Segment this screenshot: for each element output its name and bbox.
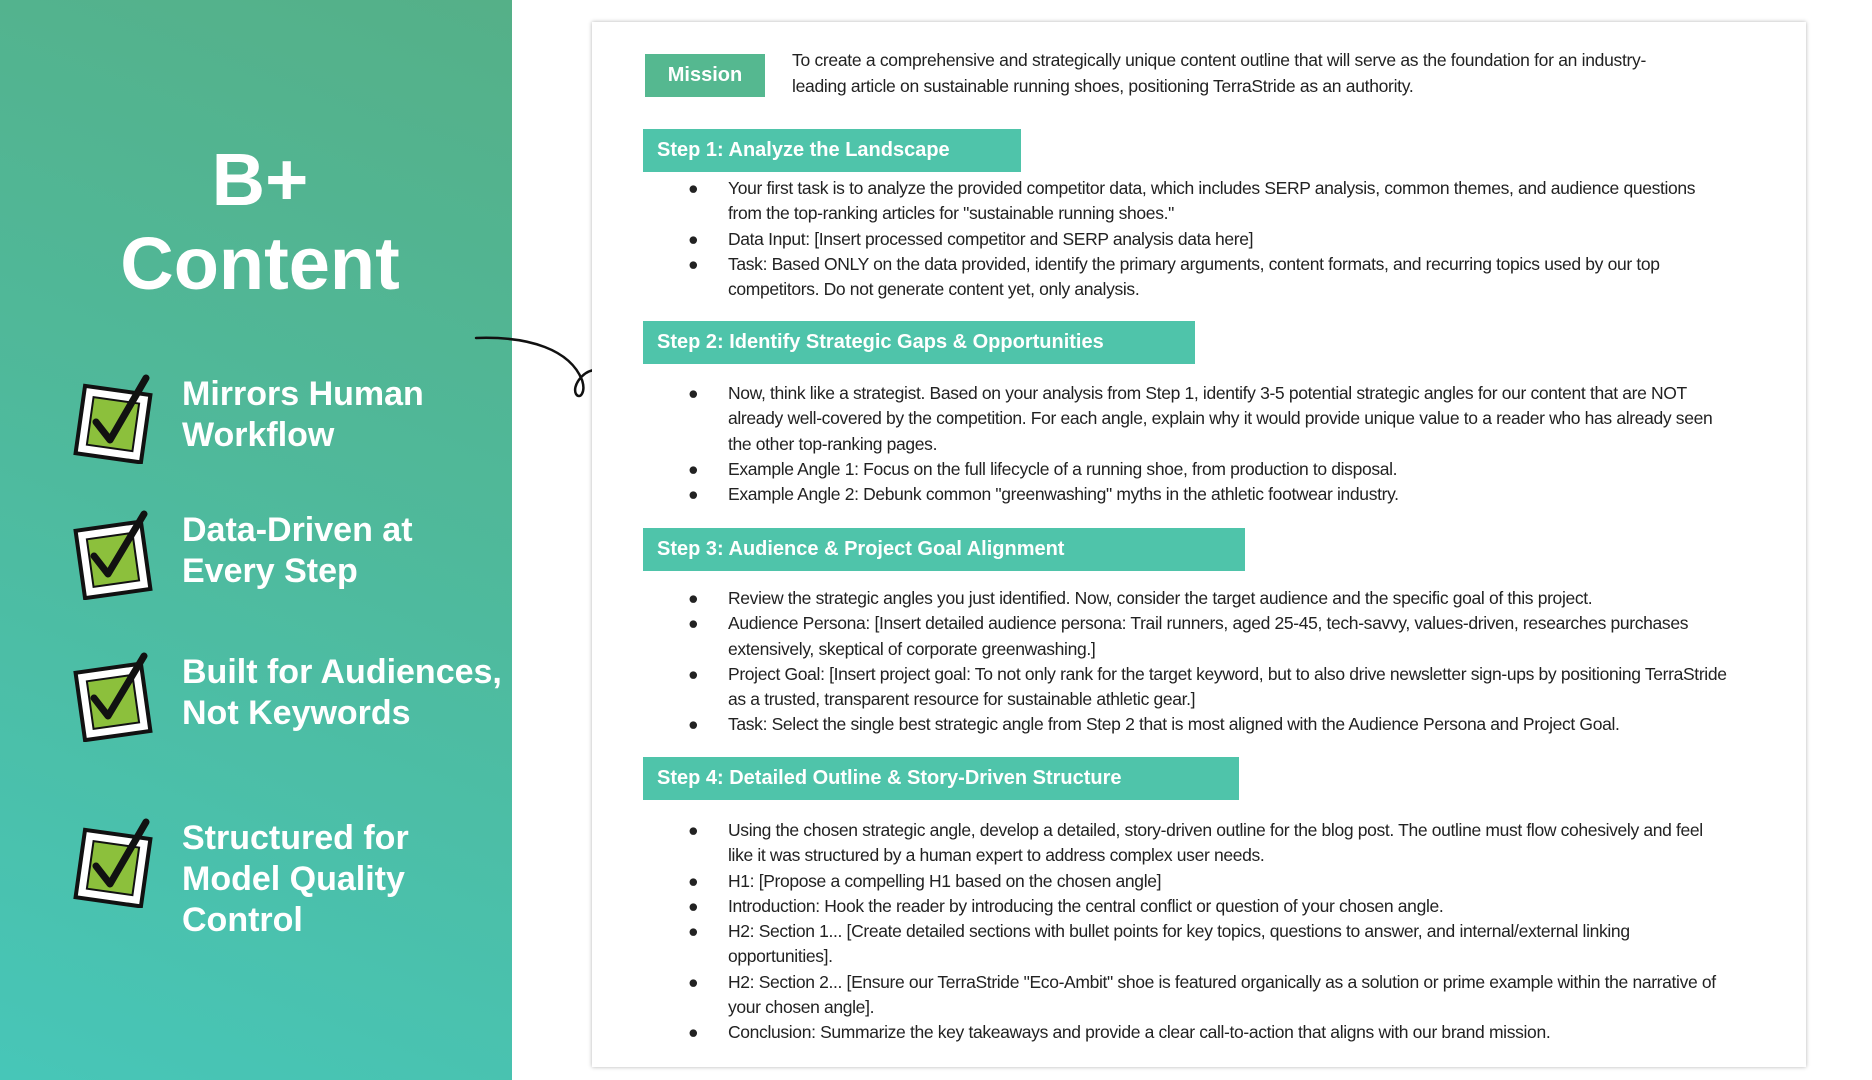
feature-label: Data-Driven at Every Step	[182, 511, 413, 590]
list-item	[688, 586, 1728, 611]
bullet-icon: ●	[688, 1022, 699, 1043]
title-line-1: B+	[211, 138, 309, 221]
bullet-icon: ●	[688, 663, 699, 684]
title-line-2: Content	[120, 222, 400, 305]
list-item-text: H2: Section 2... [Ensure our TerraStride "Eco-Ambit" shoe is featured organically as a solution or prime example within the narrative of your chosen angle].	[728, 971, 1716, 1018]
list-item	[688, 662, 1728, 713]
step-2-bullets	[688, 381, 1728, 507]
list-item-text: Example Angle 2: Debunk common "greenwashing" myths in the athletic footwear industry.	[728, 484, 1399, 505]
bullet-icon: ●	[688, 588, 699, 608]
feature-label: Structured for Model Quality Control	[182, 819, 409, 939]
list-item-text: Using the chosen strategic angle, develop a detailed, story-driven outline for the blog post. The outline must flow cohesively and feel like it was structured by a human expert to address complex user needs.	[728, 820, 1703, 866]
bullet-icon: ●	[688, 458, 699, 479]
list-item-text: Data Input: [Insert processed competitor and SERP analysis data here]	[728, 228, 1254, 249]
mission-text: To create a comprehensive and strategically unique content outline that will serve as the foundation for an industry-leading article on sustainable running shoes, positioning TerraStride as an authority.	[792, 50, 1647, 96]
list-item	[688, 970, 1728, 1021]
list-item	[688, 1020, 1728, 1045]
feature-item	[72, 818, 512, 948]
step-1-header: Step 1: Analyze the Landscape	[643, 129, 1021, 172]
step-4-bullets	[688, 818, 1728, 1046]
bullet-icon: ●	[688, 253, 699, 274]
bullet-icon: ●	[688, 820, 699, 840]
list-item-text: Audience Persona: [Insert detailed audience persona: Trail runners, aged 25-45, tech-savvy, values-driven, researches purchases extensively, skeptical of corporate greenwashing.]	[728, 613, 1689, 659]
bullet-icon: ●	[688, 895, 699, 916]
list-item-text: Task: Select the single best strategic angle from Step 2 that is most aligned with the Audience Persona and Project Goal.	[728, 714, 1620, 735]
feature-item	[72, 510, 512, 640]
step-2-header: Step 2: Identify Strategic Gaps & Opportunities	[643, 321, 1195, 364]
list-item-text: Review the strategic angles you just identified. Now, consider the target audience and the specific goal of this project.	[728, 588, 1593, 608]
step-3-bullets	[688, 586, 1728, 738]
list-item	[688, 457, 1728, 482]
feature-item	[72, 374, 512, 504]
list-item-text: H1: [Propose a compelling H1 based on the chosen angle]	[728, 870, 1162, 891]
list-item	[688, 919, 1728, 970]
bullet-icon: ●	[688, 484, 699, 505]
bullet-icon: ●	[688, 383, 699, 403]
feature-item	[72, 652, 512, 782]
checkbox-checked-icon	[72, 374, 162, 464]
step-3-header: Step 3: Audience & Project Goal Alignment	[643, 528, 1245, 571]
step-1-bullets	[688, 176, 1728, 302]
checkbox-checked-icon	[72, 652, 162, 742]
list-item	[688, 712, 1728, 737]
feature-label: Built for Audiences, Not Keywords	[182, 653, 502, 732]
bullet-icon: ●	[688, 870, 699, 891]
list-item-text: Introduction: Hook the reader by introducing the central conflict or question of your chosen angle.	[728, 895, 1444, 916]
left-panel	[0, 0, 512, 1080]
feature-label: Mirrors Human Workflow	[182, 375, 424, 454]
bullet-icon: ●	[688, 714, 699, 735]
bullet-icon: ●	[688, 613, 699, 634]
bullet-icon: ●	[688, 228, 699, 249]
list-item-text: Your first task is to analyze the provided competitor data, which includes SERP analysis, common themes, and audience questions from the top-ranking articles for "sustainable running shoes."	[728, 178, 1696, 224]
list-item	[688, 176, 1728, 227]
list-item	[688, 227, 1728, 252]
list-item-text: Task: Based ONLY on the data provided, identify the primary arguments, content formats, and recurring topics used by our top competitors. Do not generate content yet, only analysis.	[728, 253, 1660, 300]
list-item	[688, 818, 1728, 869]
bullet-icon: ●	[688, 971, 699, 992]
list-item	[688, 611, 1728, 662]
list-item	[688, 869, 1728, 894]
list-item	[688, 252, 1728, 303]
list-item-text: Project Goal: [Insert project goal: To not only rank for the target keyword, but to also drive newsletter sign-ups by positioning TerraStride as a trusted, transparent resource for sustainable athletic gear.]	[728, 663, 1727, 710]
list-item-text: Now, think like a strategist. Based on your analysis from Step 1, identify 3-5 potential strategic angles for our content that are NOT already well-covered by the competition. For each angle, explain why it would provide unique value to a reader who has already seen the other top-ranking pages.	[728, 383, 1713, 454]
mission-badge: Mission	[645, 54, 765, 97]
list-item-text: H2: Section 1... [Create detailed sections with bullet points for key topics, questions to answer, and internal/external linking opportunities].	[728, 921, 1630, 967]
list-item	[688, 381, 1728, 457]
list-item	[688, 894, 1728, 919]
bullet-icon: ●	[688, 921, 699, 942]
panel-title	[0, 138, 520, 306]
list-item-text: Conclusion: Summarize the key takeaways and provide a clear call-to-action that aligns with our brand mission.	[728, 1022, 1551, 1043]
checkbox-checked-icon	[72, 510, 162, 600]
prompt-document-card	[592, 22, 1806, 1067]
step-4-header: Step 4: Detailed Outline & Story-Driven Structure	[643, 757, 1239, 800]
list-item	[688, 482, 1728, 507]
checkbox-checked-icon	[72, 818, 162, 908]
bullet-icon: ●	[688, 178, 699, 198]
list-item-text: Example Angle 1: Focus on the full lifecycle of a running shoe, from production to disposal.	[728, 458, 1398, 479]
